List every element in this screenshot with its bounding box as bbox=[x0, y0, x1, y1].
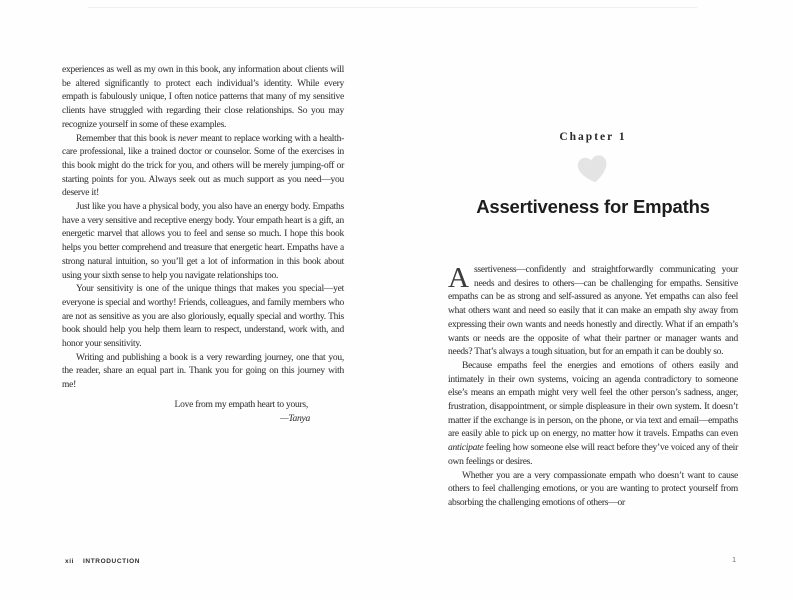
paragraph-text: Remember that this book is bbox=[76, 133, 178, 144]
paragraph-text: Whether you are a very compassionate empath who doesn’t want to cause others to feel challenging emotions, or you are wanting to protect yourself from absorbing the challenging emotions of others—or bbox=[448, 470, 738, 508]
paragraph-text: Because empaths feel the energies and emotions of others easily and intimately in their own systems, voicing an agenda contradictory to someone else’s means an empath might very well feel the other person’s sadness, anger, frustration, disappointment, or simple displeasure in their own system. It doesn’t matter if the exchange is in person, on the phone, or via text and email—empaths are easily able to pick up on energy, no matter how it travels. Empaths can even bbox=[448, 360, 738, 440]
signature-line: Love from my empath heart to yours, bbox=[174, 399, 308, 410]
paragraph bbox=[62, 352, 344, 393]
section-label: INTRODUCTION bbox=[83, 558, 141, 565]
paragraph-text: Your sensitivity is one of the unique things that makes you special—yet everyone is special and worthy! Friends, colleagues, and family members who are not as sensitive as you are also gloriously, equally special and worthy. This book should help you help them learn to respect, understand, work with, and honor your sensitivity. bbox=[62, 284, 344, 350]
chapter-heading bbox=[448, 131, 738, 218]
author-name: —Tanya bbox=[280, 413, 310, 424]
right-page-text bbox=[448, 264, 738, 511]
italic-word: anticipate bbox=[448, 443, 484, 454]
paragraph-text: ssertiveness—confidently and straightforwardly communicating your needs and desires to others—can be challenging for empaths. Sensitive empaths can be as strong and self-assured as anyone. Yet empaths can also feel what others want and need so easily that it can make an empath shy away from expressing their own wants and needs honestly and directly. What if an empath’s wants or needs are the opposite of what their partner or manager wants and needs? That’s always a tough situation, but for an empath it can be doubly so. bbox=[448, 265, 738, 358]
paragraph bbox=[62, 64, 344, 133]
paragraph bbox=[62, 201, 344, 283]
paragraph-text: feeling how someone else will react before they’ve voiced any of their own feelings or desires. bbox=[448, 443, 738, 467]
chapter-label: Chapter 1 bbox=[559, 131, 627, 143]
paragraph bbox=[62, 133, 344, 202]
page-number: xii bbox=[65, 558, 75, 565]
italic-word: never bbox=[177, 133, 198, 144]
paragraph bbox=[448, 470, 738, 511]
paragraph bbox=[448, 360, 738, 470]
heart-icon bbox=[448, 156, 738, 188]
scan-edge bbox=[88, 7, 697, 8]
paragraph bbox=[448, 264, 738, 360]
left-page-text bbox=[62, 64, 344, 426]
page-number: 1 bbox=[732, 557, 736, 564]
paragraph-text: experiences as well as my own in this book, any information about clients will be altered significantly to protect each individual’s identity. While every empath is fabulously unique, I often notice patterns that many of my sensitive clients have struggled with regarding their close relationships. So you may recognize yourself in some of these examples. bbox=[62, 65, 344, 130]
signature-name bbox=[62, 413, 344, 427]
paragraph-text: meant to replace working with a health-care professional, like a trained doctor or counselor. Some of the exercises in this book might do the trick for you, and others will be merely jumping-off or starting points for you. Always seek out as much support as you need—you deserve it! bbox=[62, 133, 344, 199]
paragraph-text: Writing and publishing a book is a very rewarding journey, one that you, the reader, share an equal part in. Thank you for going on this journey with me! bbox=[62, 352, 344, 391]
right-page-footer bbox=[448, 557, 736, 564]
left-page-footer bbox=[65, 558, 140, 565]
chapter-title: Assertiveness for Empaths bbox=[476, 196, 710, 217]
paragraph-text: Just like you have a physical body, you also have an energy body. Empaths have a very sensitive and receptive energy body. Your empath heart is a gift, an energetic marvel that allows you to feel and sense so much. I hope this book helps you better comprehend and treasure that energetic heart. Empaths have a strong natural intuition, so you’ll get a lot of information in this book about using your sixth sense to help you navigate relationships too. bbox=[62, 202, 344, 281]
drop-cap: A bbox=[448, 262, 469, 294]
paragraph bbox=[62, 283, 344, 352]
